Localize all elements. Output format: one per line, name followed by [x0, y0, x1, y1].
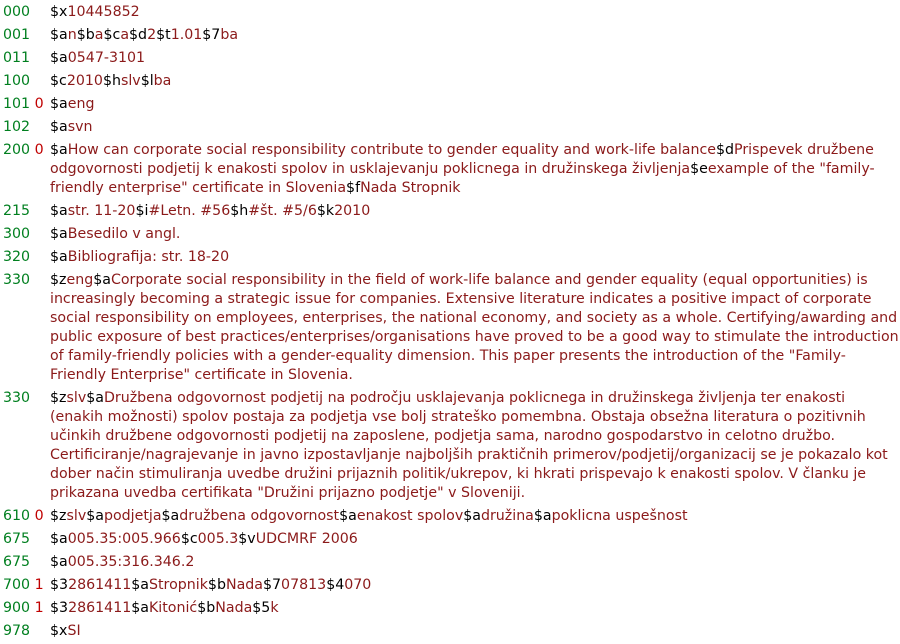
- subfield-value: a: [94, 27, 104, 43]
- field-tag: [0, 599, 50, 618]
- subfield-value: Nada Stropnik: [360, 180, 461, 196]
- subfield-code: $v: [238, 531, 256, 547]
- subfield-value: Nada: [225, 577, 263, 593]
- subfield-value: eng: [66, 272, 94, 288]
- field-tag-number: 011: [3, 50, 31, 66]
- field-content: [50, 553, 900, 572]
- field-row-101: [0, 95, 900, 114]
- subfield-value: Besedilo v angl.: [67, 226, 181, 242]
- subfield-value: SI: [67, 623, 81, 639]
- subfield-code: $i: [135, 203, 149, 219]
- subfield-code: $a: [50, 203, 68, 219]
- field-indicator: 1: [34, 600, 44, 616]
- subfield-value: 10445852: [67, 4, 140, 20]
- field-tag: [0, 49, 50, 68]
- field-tag-number: 101: [3, 96, 31, 112]
- field-row-001: [0, 26, 900, 45]
- subfield-value: Bibliografija: str. 18-20: [67, 249, 230, 265]
- field-row-300: [0, 225, 900, 244]
- field-tag: [0, 141, 50, 160]
- subfield-code: $c: [50, 73, 67, 89]
- field-row-675: [0, 553, 900, 572]
- field-content: [50, 72, 900, 91]
- subfield-code: $a: [86, 390, 104, 406]
- subfield-value: a: [120, 27, 130, 43]
- field-tag-number: 900: [3, 600, 31, 616]
- subfield-value: 2010: [66, 73, 103, 89]
- subfield-value: slv: [66, 390, 87, 406]
- subfield-code: $k: [316, 203, 335, 219]
- subfield-code: $t: [156, 27, 171, 43]
- subfield-code: $x: [50, 4, 68, 20]
- subfield-value: 070: [344, 577, 372, 593]
- subfield-value: družbena odgovornost: [179, 508, 340, 524]
- field-content: [50, 599, 900, 618]
- subfield-code: $a: [161, 508, 180, 524]
- subfield-value: 005.35:316.346.2: [67, 554, 195, 570]
- subfield-value: 005.3: [197, 531, 239, 547]
- field-row-610: [0, 507, 900, 526]
- field-tag-number: 215: [3, 203, 31, 219]
- field-content: [50, 507, 900, 526]
- subfield-value: Družbena odgovornost podjetij na področju usklajevanja poklicnega in družinskega življenja ter enakosti (enakih možnosti) spolov postaja za podjetja vse bolj strateško pomembna. Obstaja obsežna literatura o pozitivnih učinkih družbene odgovornosti podjetij na zaposlene, podjetja sama, narodno gospodarstvo in celotno družbo. Certificiranje/nagrajevanje in javno izpostavljanje najboljših praktičnih primerov/podjetij/organizacij se je pokazalo kot dober način stimuliranja uvedbe družini prijaznih politik/ukrepov, ki hkrati prispevajo k enakosti spolov. V članku je prikazana uvedba certifikata "Družini prijazno podjetje" v Sloveniji.: [50, 390, 888, 501]
- subfield-code: $f: [346, 180, 361, 196]
- subfield-code: $z: [50, 508, 67, 524]
- field-tag-number: 610: [3, 508, 31, 524]
- subfield-value: poklicna uspešnost: [551, 508, 688, 524]
- field-row-330: [0, 271, 900, 385]
- field-tag: [0, 3, 50, 22]
- field-tag: [0, 26, 50, 45]
- subfield-code: $7: [262, 577, 282, 593]
- subfield-code: $a: [50, 531, 68, 547]
- subfield-code: $a: [50, 249, 68, 265]
- field-content: [50, 622, 900, 641]
- field-content: [50, 389, 900, 503]
- subfield-value: svn: [67, 119, 93, 135]
- subfield-value: Nada: [215, 600, 253, 616]
- field-tag: [0, 72, 50, 91]
- field-row-200: [0, 141, 900, 198]
- field-row-000: [0, 3, 900, 22]
- field-content: [50, 271, 900, 385]
- field-tag: [0, 576, 50, 595]
- subfield-code: $h: [230, 203, 249, 219]
- subfield-code: $3: [50, 600, 69, 616]
- subfield-value: podjetja: [103, 508, 162, 524]
- subfield-value: str. 11-20: [67, 203, 136, 219]
- subfield-value: ba: [220, 27, 239, 43]
- field-tag-number: 700: [3, 577, 31, 593]
- subfield-value: UDCMRF 2006: [255, 531, 358, 547]
- field-content: [50, 225, 900, 244]
- subfield-code: $d: [129, 27, 148, 43]
- subfield-code: $a: [50, 226, 68, 242]
- subfield-code: $a: [50, 96, 68, 112]
- field-tag-number: 100: [3, 73, 31, 89]
- subfield-code: $b: [76, 27, 95, 43]
- field-indicator: 0: [34, 508, 44, 524]
- subfield-value: eng: [67, 96, 95, 112]
- subfield-code: $a: [50, 27, 68, 43]
- field-row-330: [0, 389, 900, 503]
- subfield-code: $e: [690, 161, 708, 177]
- field-row-978: [0, 622, 900, 641]
- subfield-value: 005.35:005.966: [67, 531, 181, 547]
- field-tag: [0, 225, 50, 244]
- subfield-code: $5: [252, 600, 271, 616]
- field-indicator: 0: [34, 142, 44, 158]
- field-content: [50, 118, 900, 137]
- subfield-value: Kitonić: [148, 600, 198, 616]
- subfield-value: slv: [66, 508, 87, 524]
- field-tag: [0, 95, 50, 114]
- field-content: [50, 530, 900, 549]
- subfield-value: Prispevek družbene odgovornosti podjetij k enakosti spolov in usklajevanju poklicnega in družinskega življenja: [50, 142, 874, 177]
- subfield-value: example of the "family-friendly enterprise" certificate in Slovenia: [50, 161, 875, 196]
- subfield-value: enakost spolov: [356, 508, 464, 524]
- subfield-code: $a: [131, 600, 149, 616]
- field-content: [50, 141, 900, 198]
- field-row-215: [0, 202, 900, 221]
- subfield-value: 07813: [281, 577, 327, 593]
- field-tag: [0, 271, 50, 290]
- field-tag-number: 300: [3, 226, 31, 242]
- subfield-code: $d: [716, 142, 735, 158]
- field-tag: [0, 389, 50, 408]
- subfield-value: How can corporate social responsibility contribute to gender equality and work-life balance: [67, 142, 716, 158]
- field-tag-number: 001: [3, 27, 31, 43]
- subfield-code: $b: [207, 577, 226, 593]
- field-content: [50, 202, 900, 221]
- field-tag-number: 000: [3, 4, 31, 20]
- subfield-code: $3: [50, 577, 69, 593]
- field-tag: [0, 248, 50, 267]
- field-row-675: [0, 530, 900, 549]
- subfield-value: Stropnik: [148, 577, 208, 593]
- field-row-102: [0, 118, 900, 137]
- field-tag-number: 200: [3, 142, 31, 158]
- subfield-value: družina: [480, 508, 534, 524]
- field-content: [50, 576, 900, 595]
- field-indicator: 0: [34, 96, 44, 112]
- field-tag-number: 978: [3, 623, 31, 639]
- subfield-code: $a: [50, 50, 68, 66]
- subfield-code: $b: [197, 600, 216, 616]
- field-tag: [0, 118, 50, 137]
- subfield-value: 2861411: [68, 577, 132, 593]
- subfield-code: $c: [103, 27, 121, 43]
- subfield-value: 2010: [334, 203, 371, 219]
- subfield-code: $z: [50, 390, 67, 406]
- field-content: [50, 248, 900, 267]
- field-tag-number: 675: [3, 554, 31, 570]
- subfield-code: $c: [180, 531, 198, 547]
- subfield-value: ba: [153, 73, 172, 89]
- subfield-value: 2861411: [68, 600, 132, 616]
- subfield-code: $a: [131, 577, 149, 593]
- field-tag: [0, 622, 50, 641]
- field-content: [50, 49, 900, 68]
- field-content: [50, 3, 900, 22]
- field-row-011: [0, 49, 900, 68]
- subfield-code: $a: [50, 554, 68, 570]
- field-tag: [0, 553, 50, 572]
- subfield-code: $l: [140, 73, 154, 89]
- subfield-code: $a: [463, 508, 481, 524]
- subfield-value: slv: [120, 73, 141, 89]
- field-tag-number: 330: [3, 272, 31, 288]
- subfield-value: Corporate social responsibility in the field of work-life balance and gender equality (equal opportunities) is increasingly becoming a strategic issue for companies. Extensive literature indicates a positive impact of corporate social responsibility on employees, enterprises, the national economy, and society as a whole. Certifying/awarding and public exposure of best practices/enterprises/organisations have proved to be a good way to stimulate the introduction of family-friendly policies with a gender-equality dimension. This paper presents the introduction of the "Family-Friendly Enterprise" certificate in Slovenia.: [50, 272, 899, 383]
- subfield-value: 0547-3101: [67, 50, 146, 66]
- subfield-value: k: [270, 600, 279, 616]
- subfield-code: $a: [50, 119, 68, 135]
- subfield-value: 1.01: [170, 27, 203, 43]
- subfield-code: $7: [202, 27, 221, 43]
- subfield-code: $h: [102, 73, 121, 89]
- subfield-code: $a: [93, 272, 111, 288]
- field-row-900: [0, 599, 900, 618]
- subfield-code: $a: [86, 508, 104, 524]
- subfield-code: $z: [50, 272, 67, 288]
- subfield-value: 2: [147, 27, 157, 43]
- field-tag: [0, 530, 50, 549]
- subfield-value: n: [67, 27, 77, 43]
- field-tag-number: 330: [3, 390, 31, 406]
- field-tag-number: 102: [3, 119, 31, 135]
- subfield-code: $a: [533, 508, 552, 524]
- subfield-code: $4: [326, 577, 345, 593]
- subfield-value: #Letn. #56: [148, 203, 231, 219]
- field-content: [50, 26, 900, 45]
- field-content: [50, 95, 900, 114]
- subfield-code: $a: [50, 142, 68, 158]
- field-tag: [0, 202, 50, 221]
- subfield-code: $a: [339, 508, 357, 524]
- field-row-700: [0, 576, 900, 595]
- field-tag-number: 320: [3, 249, 31, 265]
- field-row-100: [0, 72, 900, 91]
- field-tag-number: 675: [3, 531, 31, 547]
- field-row-320: [0, 248, 900, 267]
- field-indicator: 1: [34, 577, 44, 593]
- subfield-value: #št. #5/6: [248, 203, 317, 219]
- field-tag: [0, 507, 50, 526]
- subfield-code: $x: [50, 623, 68, 639]
